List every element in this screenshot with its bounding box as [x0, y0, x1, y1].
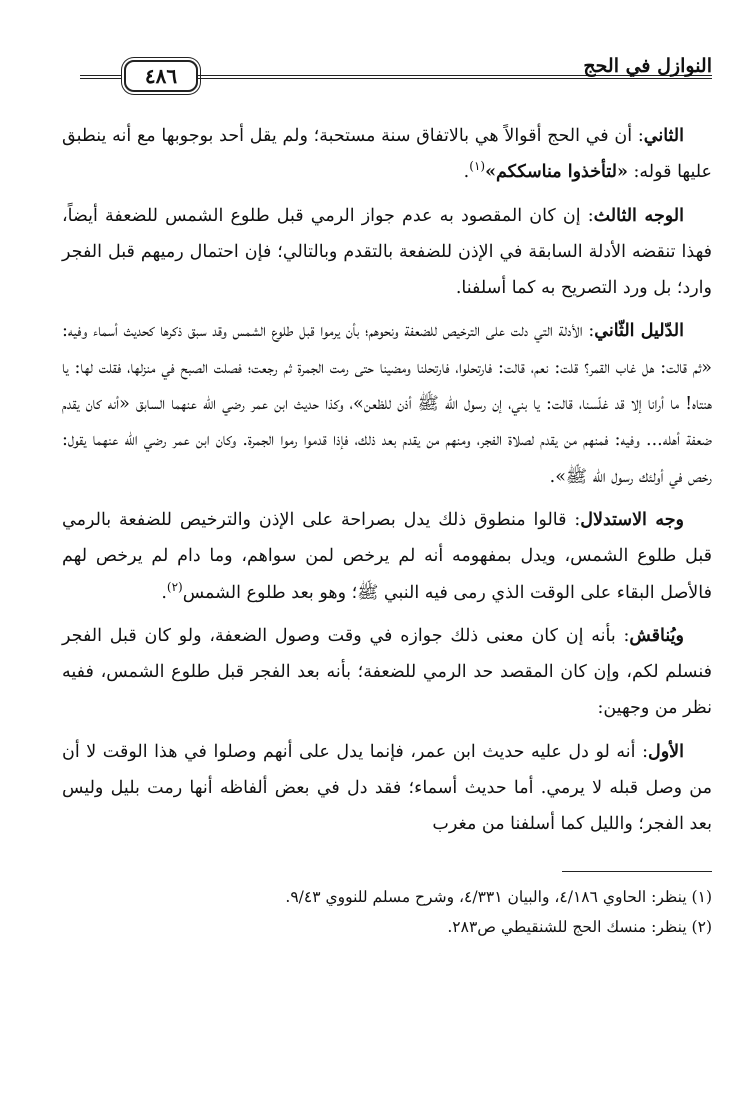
paragraph	[62, 502, 712, 611]
paragraph	[62, 313, 712, 494]
paragraph-lead: الأول	[647, 741, 684, 762]
paragraph-lead: وجه الاستدلال	[580, 509, 684, 530]
paragraph-tail: .	[161, 582, 167, 603]
paragraph-lead: الدّليل الثّاني	[594, 321, 684, 342]
paragraph	[62, 734, 712, 843]
footnotes	[62, 882, 712, 942]
paragraph	[62, 118, 712, 191]
running-title: النوازل في الحج	[583, 55, 712, 77]
paragraph-text: : أن في الحج أقوالاً هي بالاتفاق سنة مستحبة؛ ولم يقل أحد بوجوبها مع أنه ينطبق عليها قوله:	[62, 126, 712, 183]
footnote: (٢) ينظر: منسك الحج للشنقيطي ص٢٨٣.	[447, 917, 712, 936]
paragraph	[62, 618, 712, 727]
page-header	[62, 40, 712, 98]
footnote-ref: (٢)	[166, 579, 183, 594]
footnote-ref: (١)	[469, 159, 486, 174]
paragraph-text: : قالوا منطوق ذلك يدل بصراحة على الإذن والترخيص للضفعة بالرمي قبل طلوع الشمس، ويدل بمفهومه أنه لم يرخص لمن سواهم، وما دام لم يرخص لهم فالأصل البقاء على الوقت الذي رمى فيه النبي ﷺ؛ وهو بعد طلوع الشمس	[62, 509, 712, 603]
paragraph-tail: .	[463, 162, 470, 183]
page-number: ٤٨٦	[124, 60, 198, 92]
paragraph-lead: الثاني	[643, 126, 684, 146]
header-rule-left	[80, 75, 123, 79]
book-page	[62, 40, 712, 1080]
paragraph-text: : الأدلة التي دلت على الترخيص للضعفة ونحوهم؛ بأن يرموا قبل طلوع الشمس وقد سبق ذكرها كحديث أسماء وفيه: «ثم قالت: هل غاب القمر؟ قلت: نعم، قالت: فارتحلوا، فارتحلنا ومضينا حتى رمت الجمرة ثم رجعت؛ فصلت الصبح في منزلها، فقلت لها: يا هنتاه! ما أرانا إلا قد غلّسنا، قالت: يا بني، إن رسول الله ﷺ أذن للظعن»، وكذا حديث ابن عمر رضي الله عنهما السابق «أنه كان يقدم ضعفة أهله... وفيه: فمنهم من يقدم لصلاة الفجر، ومنهم من يقدم بعد ذلك، فإذا قدموا رموا الجمرة. وكان ابن عمر رضي الله عنهما يقول: رخص في أولئك رسول الله ﷺ».	[62, 321, 712, 487]
paragraph-text: : أنه لو دل عليه حديث ابن عمر، فإنما يدل على أنهم وصلوا في هذا الوقت لا أن من وصل قبله لا يرمي. أما حديث أسماء؛ فقد دل في بعض ألفاظه أنها رمت بليل وليس بعد الفجر؛ والليل كما أسلفنا من مغرب	[62, 741, 712, 835]
paragraph-lead: الوجه الثالث	[593, 205, 684, 226]
paragraph-text: : إن كان المقصود به عدم جواز الرمي قبل طلوع الشمس للضعفة أيضاً، فهذا تنقضه الأدلة السابقة في الإذن للضفعة بالتقدم وبالتالي؛ فإن احتمال رميهم قبل الفجر وارد؛ بل ورد التصريح به كما أسلفنا.	[62, 205, 712, 299]
footnote: (١) ينظر: الحاوي ٤/١٨٦، والبيان ٤/٣٣١، وشرح مسلم للنووي ٩/٤٣.	[285, 887, 712, 906]
paragraph-text: : بأنه إن كان معنى ذلك جوازه في وقت وصول الضعفة، ولو كان قبل الفجر فنسلم لكم، وإن كان المقصد حد الرمي للضعفة؛ بأنه بعد الفجر قبل طلوع الشمس، ففيه نظر من وجهين:	[62, 625, 712, 719]
hadith-quote: «لتأخذوا مناسككم»	[485, 162, 628, 183]
main-text	[62, 118, 712, 843]
footnote-separator	[562, 871, 712, 872]
paragraph	[62, 198, 712, 307]
paragraph-lead: ويُناقش	[629, 625, 684, 646]
